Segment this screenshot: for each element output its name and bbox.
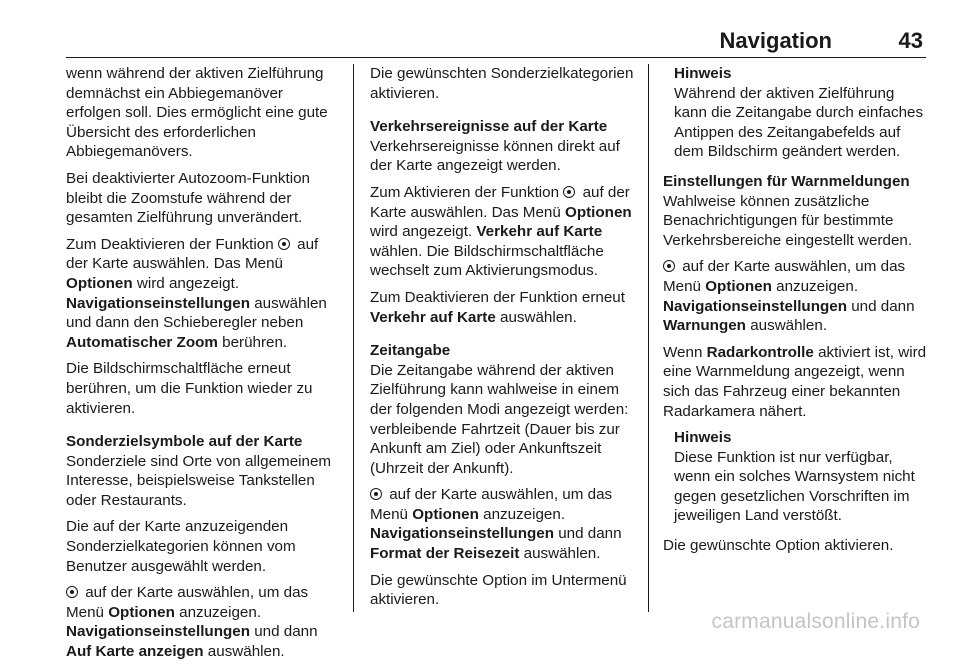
paragraph: Zum Aktivieren der Funktion auf der Karte auswählen. Das Menü Optionen wird angezeigt. Verkehr auf Karte wählen. Die Bildschirmschaltfläche wechselt zum Aktivierungsmodus. — [370, 183, 632, 280]
paragraph: Die Bildschirmschaltfläche erneut berühren, um die Funktion wieder zu aktivieren. — [66, 360, 313, 417]
multifunction-knob-icon — [66, 586, 78, 598]
menu-term: Automatischer Zoom — [66, 333, 218, 351]
menu-term: Format der Reisezeit — [370, 545, 520, 563]
page-number: 43 — [898, 28, 923, 53]
paragraph: auf der Karte auswählen, um das Menü Optionen anzuzeigen. Navigationseinstellungen und dann Format der Reisezeit auswählen. — [370, 486, 622, 563]
note-box — [663, 64, 929, 162]
menu-term: Radarkontrolle — [706, 343, 814, 361]
note-text: Während der aktiven Zielführung kann die Zeitangabe durch einfaches Antippen des Zeitangabefelds auf dem Bildschirm geändert werden. — [674, 84, 924, 161]
note-title: Hinweis — [674, 65, 732, 82]
section-heading: Sonderzielsymbole auf der Karte — [66, 433, 303, 451]
menu-term: Optionen — [108, 603, 175, 621]
menu-term: Warnungen — [663, 317, 746, 335]
column-2 — [370, 64, 636, 617]
paragraph: auf der Karte auswählen, um das Menü Optionen anzuzeigen. Navigationseinstellungen und dann Auf Karte anzeigen auswählen. — [66, 584, 318, 661]
section-heading: Einstellungen für Warnmeldungen — [663, 172, 910, 190]
paragraph: Die gewünschte Option im Untermenü aktivieren. — [370, 571, 627, 609]
menu-term: Navigationseinstellungen — [66, 623, 250, 641]
header-rule — [66, 57, 926, 58]
section-title: Navigation — [719, 28, 832, 53]
paragraph: Die gewünschte Option aktivieren. — [663, 537, 894, 555]
column-1 — [66, 64, 338, 669]
menu-term: Optionen — [705, 277, 772, 295]
menu-term: Verkehr auf Karte — [370, 308, 496, 326]
multifunction-knob-icon — [370, 488, 382, 500]
column-3 — [663, 64, 929, 563]
section-heading: Verkehrsereignisse auf der Karte — [370, 118, 608, 136]
multifunction-knob-icon — [278, 238, 290, 250]
menu-term: Navigationseinstellungen — [66, 294, 250, 312]
menu-term: Optionen — [66, 274, 133, 292]
paragraph: Wahlweise können zusätzliche Benachrichtigungen für bestimmte Verkehrsbereiche eingestellt werden. — [663, 192, 913, 249]
menu-term: Verkehr auf Karte — [476, 223, 603, 241]
note-text: Diese Funktion ist nur verfügbar, wenn ein solches Warnsystem nicht gegen gesetzlichen Vorschriften im jeweiligen Land verstößt. — [674, 448, 915, 525]
section-heading: Zeitangabe — [370, 342, 451, 360]
paragraph: Die Zeitangabe während der aktiven Zielführung kann wahlweise in einem der folgenden Modi angezeigt werden: verbleibende Fahrtzeit (Dauer bis zur Ankunft am Ziel) oder Ankunftszeit (Uhrzeit der Ankunft). — [370, 361, 629, 477]
note-title: Hinweis — [674, 429, 732, 447]
watermark: carmanualsonline.info — [711, 610, 920, 633]
menu-term: Optionen — [565, 203, 632, 221]
menu-term: Optionen — [412, 505, 479, 523]
paragraph: Zum Deaktivieren der Funktion auf der Karte auswählen. Das Menü Optionen wird angezeigt. Navigationseinstellungen auswählen und dann den Schieberegler neben Automatischer Zoom berühren. — [66, 235, 327, 351]
paragraph: Bei deaktivierter Autozoom-Funktion bleibt die Zoomstufe während der gesamten Zielführung unverändert. — [66, 169, 310, 227]
paragraph: Die auf der Karte anzuzeigenden Sonderzielkategorien können vom Benutzer ausgewählt werden. — [66, 518, 296, 575]
menu-term: Navigationseinstellungen — [370, 525, 554, 543]
paragraph: Sonderziele sind Orte von allgemeinem Interesse, beispielsweise Tankstellen oder Restaurants. — [66, 452, 332, 509]
menu-term: Navigationseinstellungen — [663, 297, 847, 315]
paragraph: Die gewünschten Sonderzielkategorien aktivieren. — [370, 65, 634, 102]
note-box — [663, 428, 929, 526]
column-divider — [648, 64, 649, 612]
multifunction-knob-icon — [663, 260, 675, 272]
column-divider — [353, 64, 354, 612]
paragraph: Zum Deaktivieren der Funktion erneut Verkehr auf Karte auswählen. — [370, 288, 625, 326]
paragraph: auf der Karte auswählen, um das Menü Optionen anzuzeigen. Navigationseinstellungen und dann Warnungen auswählen. — [663, 258, 915, 335]
paragraph: wenn während der aktiven Zielführung demnächst ein Abbiegemanöver erfolgen soll. Dies ermöglicht eine gute Übersicht des erforderlichen Abbiegemanövers. — [66, 65, 328, 161]
paragraph: Wenn Radarkontrolle aktiviert ist, wird eine Warnmeldung angezeigt, wenn sich das Fahrzeug einer bekannten Radarkamera nähert. — [663, 343, 927, 420]
menu-term: Auf Karte anzeigen — [66, 643, 204, 661]
multifunction-knob-icon — [563, 186, 575, 198]
paragraph: Verkehrsereignisse können direkt auf der Karte angezeigt werden. — [370, 137, 620, 175]
